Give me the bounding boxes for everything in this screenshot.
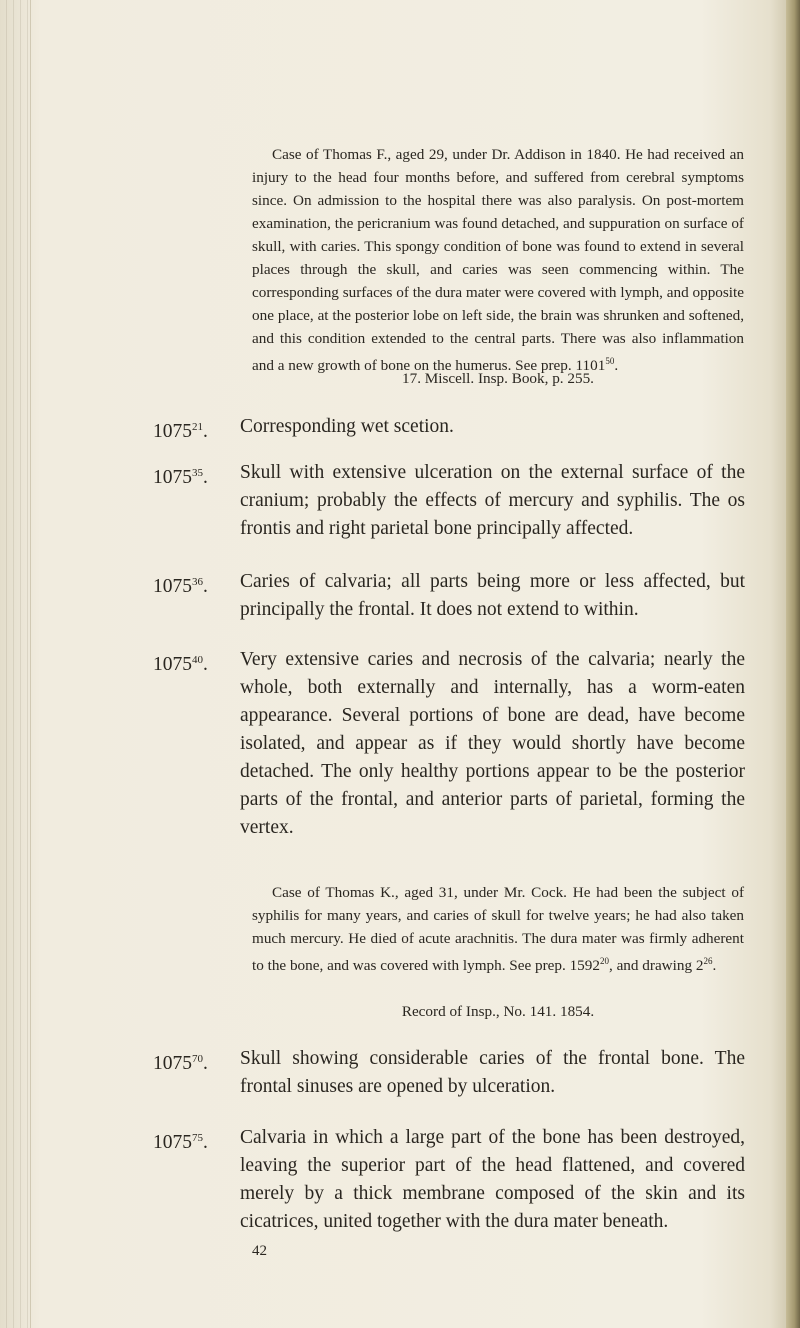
case-note-source: Record of Insp., No. 141. 1854. (401, 1003, 595, 1020)
entry-description: Caries of calvaria; all parts being more or less affected, but principally the frontal. It does not extend to within. (240, 571, 745, 620)
entry-description: Corresponding wet scetion. (240, 416, 454, 437)
entry-description: Very extensive caries and necrosis of the calvaria; nearly the whole, both externally and internally, has a worm-eaten appearance. Several portions of bone are dead, have become isolated, and appear as if they would shortly have become detached. The only healthy portions appear to be the posterior parts of the frontal, and anterior parts of parietal, forming the vertex. (240, 649, 745, 838)
case-note-source: 17. Miscell. Insp. Book, p. 255. (402, 370, 594, 387)
entry-number: 1075$^{75}$. (153, 1132, 208, 1153)
page-number: 42 (252, 1243, 267, 1259)
entry-number: 1075$^{70}$. (153, 1053, 208, 1074)
entry-number: 1075$^{21}$. (153, 421, 208, 442)
entry-description: Calvaria in which a large part of the bone has been destroyed, leaving the superior part of the head flattened, and covered merely by a thick membrane composed of the skin and its cicatrices, united together with the dura mater beneath. (240, 1127, 745, 1232)
entry-description: Skull with extensive ulceration on the external surface of the cranium; probably the effects of mercury and syphilis. The os frontis and right parietal bone principally affected. (240, 462, 745, 539)
entry-number: 1075$^{40}$. (153, 654, 208, 675)
entry-number: 1075$^{35}$. (153, 467, 208, 488)
entry-number: 1075$^{36}$. (153, 576, 208, 597)
case-note-thomas-k: Case of Thomas K., aged 31, under Mr. Cock. He had been the subject of syphilis for many years, and caries of skull for twelve years; he had also taken much mercury. He died of acute arachnitis. The dura mater was firmly adherent to the bone, and was covered with lymph. See prep. 1592$^{20}$, and drawing $2^{26}$. (252, 884, 744, 975)
case-note-thomas-f: Case of Thomas F., aged 29, under Dr. Addison in 1840. He had received an injury to the head four months before, and suffered from cerebral symptoms since. On admission to the hospital there was also paralysis. On post-mortem examination, the pericranium was found detached, and suppuration on surface of skull, with caries. This spongy condition of bone was found to extend in several places through the skull, and caries was seen commencing within. The corresponding surfaces of the dura mater were covered with lymph, and opposite one place, at the posterior lobe on left side, the brain was shrunken and softened, and this condition extended to the central parts. There was also inflammation and a new growth of bone on the humerus. See prep. 1101$^{50}$. (252, 146, 744, 375)
entry-description: Skull showing considerable caries of the frontal bone. The frontal sinuses are opened by ulceration. (240, 1048, 745, 1097)
